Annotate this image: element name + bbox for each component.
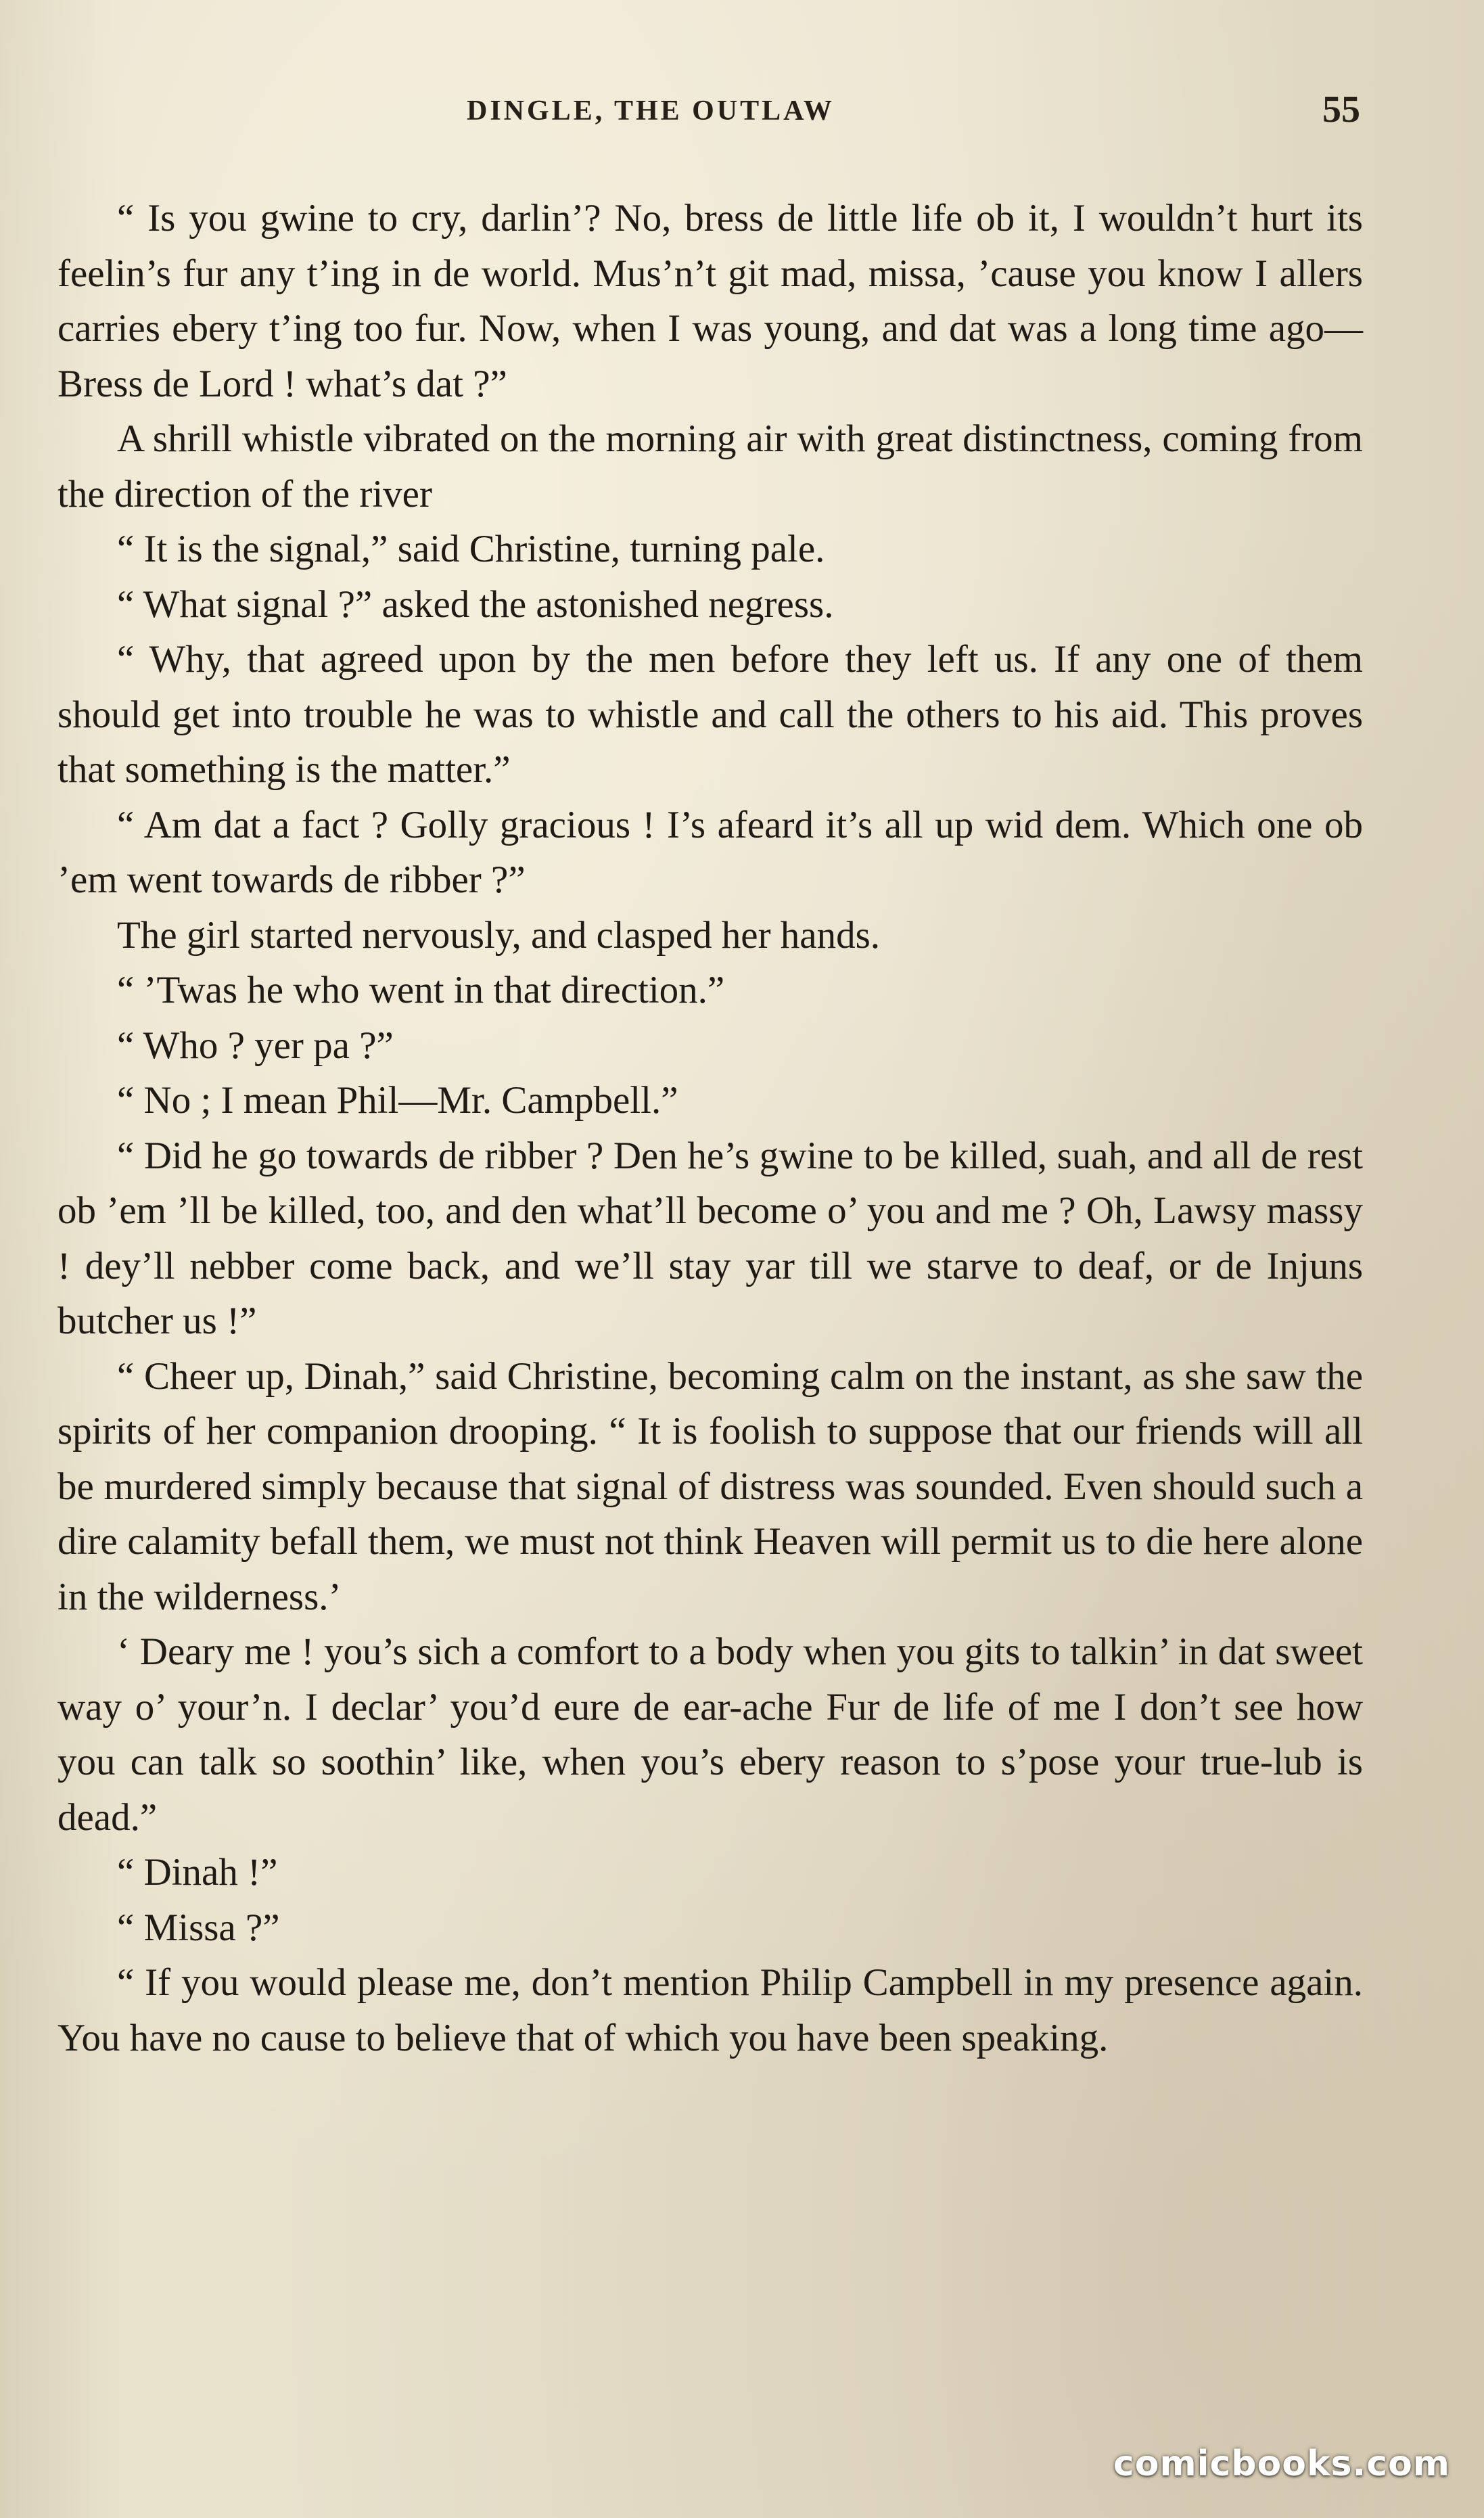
paragraph: The girl started nervously, and clasped her hands. — [117, 913, 881, 957]
paragraph: A shrill whistle vibrated on the morning air with great distinctness, coming from the direction of the river — [57, 417, 1363, 516]
paragraph: “ Why, that agreed upon by the men before they left us. If any one of them should get into trouble he was to whistle and call the others to his aid. This proves that something is the matter.” — [57, 638, 1363, 791]
paragraph: “ It is the signal,” said Christine, turning pale. — [117, 528, 825, 570]
paragraph: “ Who ? yer pa ?” — [117, 1024, 394, 1067]
paragraph: ‘ Deary me ! you’s sich a comfort to a body when you gits to talkin’ in dat sweet way o’ your’n. I declar’ you’d eure de ear-ache Fur de life of me I don’t see how you can talk so soothin’ like, when you’s ebery reason to s’pose your true-lub is dead.” — [57, 1630, 1363, 1839]
paragraph: “ ’Twas he who went in that direction.” — [117, 969, 725, 1011]
paragraph: “ If you would please me, don’t mention Philip Campbell in my presence again. You have no cause to believe that of which you have been speaking. — [57, 1961, 1363, 2059]
watermark: comicbooks.com — [1113, 2444, 1450, 2484]
paragraph: “ Dinah !” — [117, 1851, 278, 1894]
paragraph: “ Is you gwine to cry, darlin’? No, bress de little life ob it, I wouldn’t hurt its feelin’s fur any t’ing in de world. Mus’n’t git mad, missa, ’cause you know I allers carries ebery t’ing too fur. Now, when I was young, and dat was a long time ago— Bress de Lord ! what’s dat ?” — [57, 197, 1363, 405]
running-head: DINGLE, THE OUTLAW — [467, 95, 835, 127]
page-header — [0, 88, 1484, 142]
paragraph: “ Am dat a fact ? Golly gracious ! I’s afeard it’s all up wid dem. Which one ob ’em went towards de ribber ?” — [57, 803, 1363, 901]
page-number: 55 — [1322, 89, 1360, 131]
paragraph: “ Did he go towards de ribber ? Den he’s gwine to be killed, suah, and all de rest ob ’em ’ll be killed, too, and den what’ll become o’ you and me ? Oh, Lawsy massy ! dey’ll nebber come back, and we’ll stay yar till we starve to deaf, or de Injuns butcher us !” — [57, 1134, 1363, 1342]
paragraph: “ What signal ?” asked the astonished negress. — [117, 582, 834, 626]
paragraph: “ Missa ?” — [117, 1906, 280, 1949]
body-text — [57, 191, 1363, 2065]
paragraph: “ No ; I mean Phil—Mr. Campbell.” — [117, 1079, 678, 1122]
paragraph: “ Cheer up, Dinah,” said Christine, becoming calm on the instant, as she saw the spirits of her companion drooping. “ It is foolish to suppose that our friends will all be murdered simply because that signal of distress was sounded. Even should such a dire calamity befall them, we must not think Heaven will permit us to die here alone in the wilderness.’ — [57, 1354, 1363, 1618]
